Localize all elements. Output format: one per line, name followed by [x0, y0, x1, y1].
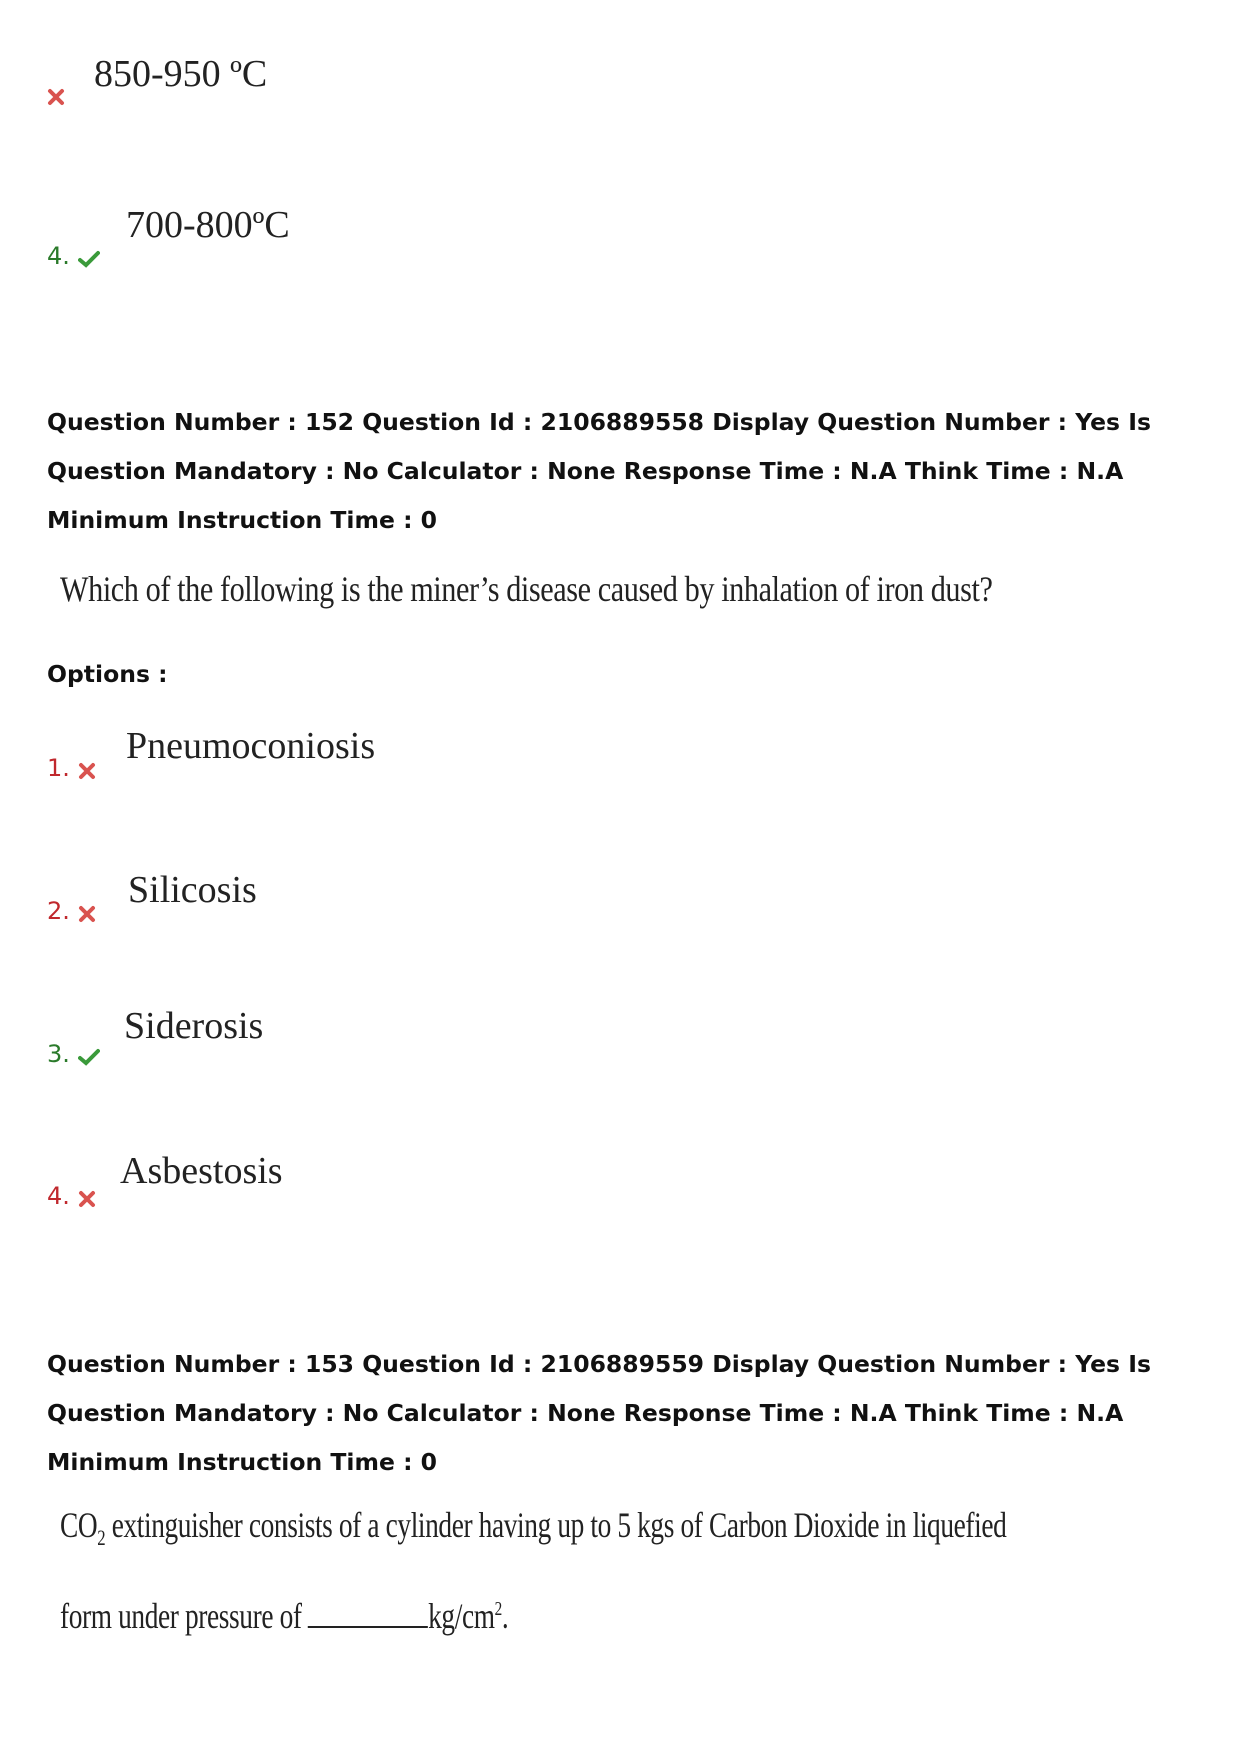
unit-superscript: 2: [494, 1598, 502, 1620]
option-number: 4.: [47, 242, 70, 270]
co2-formula: CO: [60, 1505, 98, 1545]
prev-option-4: [47, 242, 100, 270]
option-4: [47, 1182, 100, 1210]
question-text-152: Which of the following is the miner’s disease caused by inhalation of iron dust?: [60, 569, 993, 609]
cross-icon: [78, 1186, 100, 1208]
line2-end: .: [501, 1596, 509, 1636]
option-1-text: Pneumoconiosis: [126, 725, 376, 767]
cross-icon: [78, 758, 100, 780]
check-icon: [78, 246, 100, 268]
option-3: [47, 1040, 100, 1068]
option-3-text: Siderosis: [124, 1005, 264, 1047]
options-label: Options :: [47, 660, 168, 688]
option-1: [47, 754, 100, 782]
question-text-153-line1: [60, 1504, 1006, 1551]
co2-subscript: 2: [97, 1525, 106, 1551]
question-meta-152: Question Number : 152 Question Id : 2106889558 Display Question Number : Yes Is Question Mandatory : No Calculator : None Response Time : N.A Think Time : N.A Minimum Instruction Time : 0: [47, 408, 1151, 534]
answer-blank: [308, 1592, 428, 1628]
option-number: 3.: [47, 1040, 70, 1068]
line2-start: form under pressure of: [60, 1596, 309, 1636]
question-text-153-line2: [60, 1592, 508, 1637]
question-meta-153: Question Number : 153 Question Id : 2106889559 Display Question Number : Yes Is Question Mandatory : No Calculator : None Response Time : N.A Think Time : N.A Minimum Instruction Time : 0: [47, 1350, 1151, 1476]
option-2: [47, 897, 100, 925]
prev-option-3: [47, 88, 69, 110]
option-number: 4.: [47, 1182, 70, 1210]
cross-icon: [78, 901, 100, 923]
cross-icon: [47, 88, 69, 110]
line1-rest: extinguisher consists of a cylinder having up to 5 kgs of Carbon Dioxide in liquefied: [105, 1505, 1007, 1545]
check-icon: [78, 1044, 100, 1066]
prev-option-3-text: 850-950 ºC: [94, 53, 268, 95]
option-4-text: Asbestosis: [120, 1150, 283, 1192]
option-number: 1.: [47, 754, 70, 782]
option-number: 2.: [47, 897, 70, 925]
unit-text: kg/cm: [428, 1596, 495, 1636]
prev-option-4-text: 700-800ºC: [126, 204, 290, 246]
option-2-text: Silicosis: [128, 869, 257, 911]
